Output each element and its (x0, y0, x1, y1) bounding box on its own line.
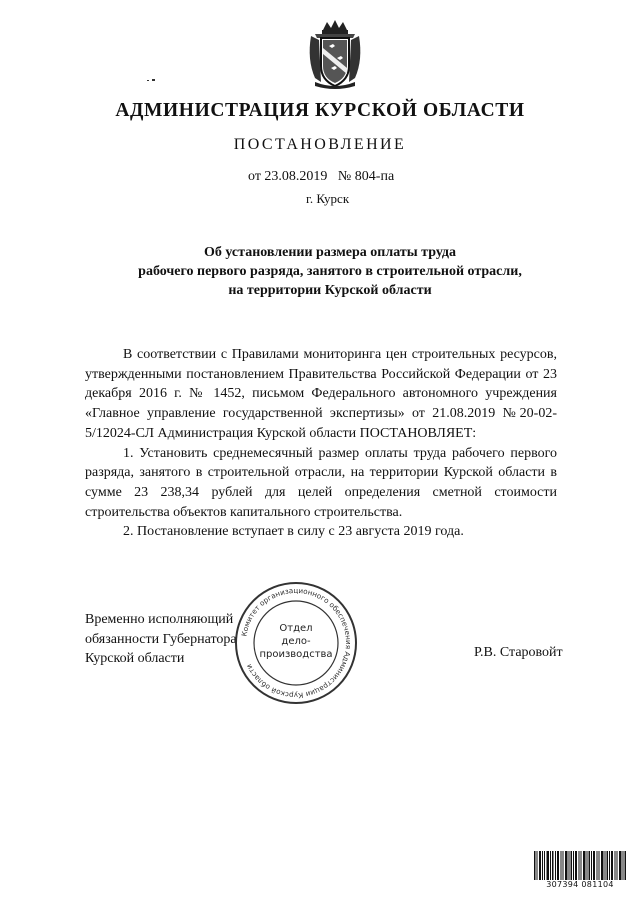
date-and-number: от 23.08.2019 № 804-па (248, 169, 395, 184)
resolution-title (100, 243, 560, 300)
svg-text:Комитет организационного обесп: Комитет организационного обеспечения Администрации Курской области (239, 585, 354, 701)
signatory-name: Р.В. Старовойт (474, 645, 563, 660)
organization-title: АДМИНИСТРАЦИЯ КУРСКОЙ ОБЛАСТИ (115, 100, 525, 121)
official-stamp (231, 578, 361, 708)
stamp-line: Отдел (279, 623, 313, 634)
position-line: Временно исполняющий (85, 612, 234, 627)
title-line: рабочего первого разряда, занятого в строительной отрасли, (138, 264, 522, 279)
scan-speck (147, 79, 157, 82)
barcode-number: 307394 081104 (534, 880, 626, 889)
position-line: Курской области (85, 651, 185, 666)
document-type: ПОСТАНОВЛЕНИЕ (233, 136, 407, 153)
preamble-paragraph: В соответствии с Правилами мониторинга цен строительных ресурсов, утвержденными постановлением Правительства Российской Федерации от 23 декабря 2016 г. № 1452, письмом Федерального автономного учреждения «Главное управление государственной экспертизы» от 21.08.2019 №20-02-5/12024-СЛ Администрация Курской области ПОСТАНОВЛЯЕТ: (85, 347, 557, 441)
signatory-position (85, 610, 237, 669)
clause-1: 1. Установить среднемесячный размер оплаты труда рабочего первого разряда, занятого в строительной отрасли, на территории Курской области в сумме 23 238,34 рублей для целей определения сметной стоимости строительства объектов капитального строительства. (85, 445, 557, 520)
resolution-body (85, 345, 557, 542)
clause-2: 2. Постановление вступает в силу с 23 августа 2019 года. (123, 524, 464, 540)
position-line: обязанности Губернатора (85, 631, 237, 647)
stamp-line: дело- (281, 636, 311, 647)
stamp-line: производства (259, 649, 333, 660)
city: г. Курск (306, 191, 350, 206)
title-line: на территории Курской области (228, 283, 432, 298)
title-line: Об установлении размера оплаты труда (203, 245, 457, 260)
coat-of-arms-emblem (305, 20, 365, 90)
